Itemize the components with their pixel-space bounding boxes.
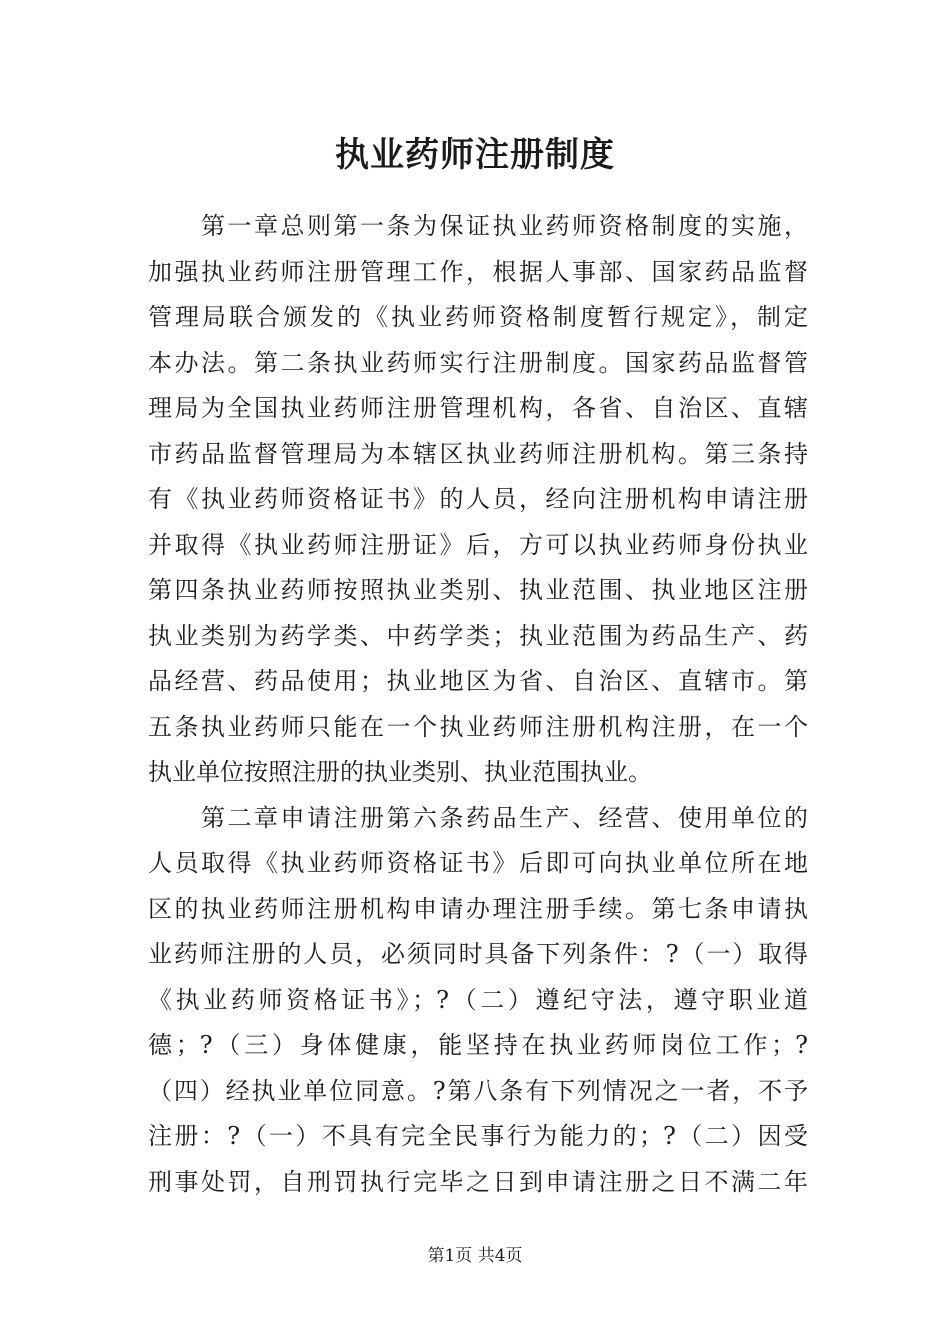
body-line: （四）经执业单位同意。?第八条有下列情况之一者，不予 xyxy=(148,1076,808,1105)
body-line: 区的执业药师注册机构申请办理注册手续。第七条申请执 xyxy=(148,894,808,923)
body-line: 第二章申请注册第六条药品生产、经营、使用单位的 xyxy=(148,803,808,832)
document-title: 执业药师注册制度 xyxy=(335,135,615,175)
document-body xyxy=(148,204,808,1205)
body-line: 注册：?（一）不具有完全民事行为能力的；?（二）因受 xyxy=(148,1122,808,1150)
body-line: 第四条执业药师按照执业类别、执业范围、执业地区注册 xyxy=(148,576,808,604)
body-line: 市药品监督管理局为本辖区执业药师注册机构。第三条持 xyxy=(148,439,808,468)
body-line: 执业类别为药学类、中药学类；执业范围为药品生产、药 xyxy=(148,621,808,650)
body-line: 德；?（三）身体健康，能坚持在执业药师岗位工作；? xyxy=(148,1031,808,1059)
body-line: 加强执业药师注册管理工作，根据人事部、国家药品监督 xyxy=(148,257,808,286)
body-line: 有《执业药师资格证书》的人员，经向注册机构申请注册 xyxy=(148,485,808,513)
body-line: 五条执业药师只能在一个执业药师注册机构注册，在一个 xyxy=(148,712,808,741)
body-line: 业药师注册的人员，必须同时具备下列条件：?（一）取得 xyxy=(148,940,808,968)
body-line: 品经营、药品使用；执业地区为省、自治区、直辖市。第 xyxy=(148,667,808,695)
body-line: 刑事处罚，自刑罚执行完毕之日到申请注册之日不满二年 xyxy=(148,1167,808,1196)
body-line: 管理局联合颁发的《执业药师资格制度暂行规定》，制定 xyxy=(148,303,808,331)
body-line: 人员取得《执业药师资格证书》后即可向执业单位所在地 xyxy=(148,849,808,877)
body-line: 《执业药师资格证书》；?（二）遵纪守法，遵守职业道 xyxy=(148,985,808,1014)
body-line: 执业单位按照注册的执业类别、执业范围执业。 xyxy=(148,758,652,786)
body-line: 第一章总则第一条为保证执业药师资格制度的实施， xyxy=(148,212,808,240)
body-line: 理局为全国执业药师注册管理机构，各省、自治区、直辖 xyxy=(148,394,808,422)
body-line: 并取得《执业药师注册证》后，方可以执业药师身份执业 xyxy=(148,530,808,559)
body-line: 本办法。第二条执业药师实行注册制度。国家药品监督管 xyxy=(148,348,808,377)
page-number-footer: 第1页 共4页 xyxy=(427,1246,523,1266)
